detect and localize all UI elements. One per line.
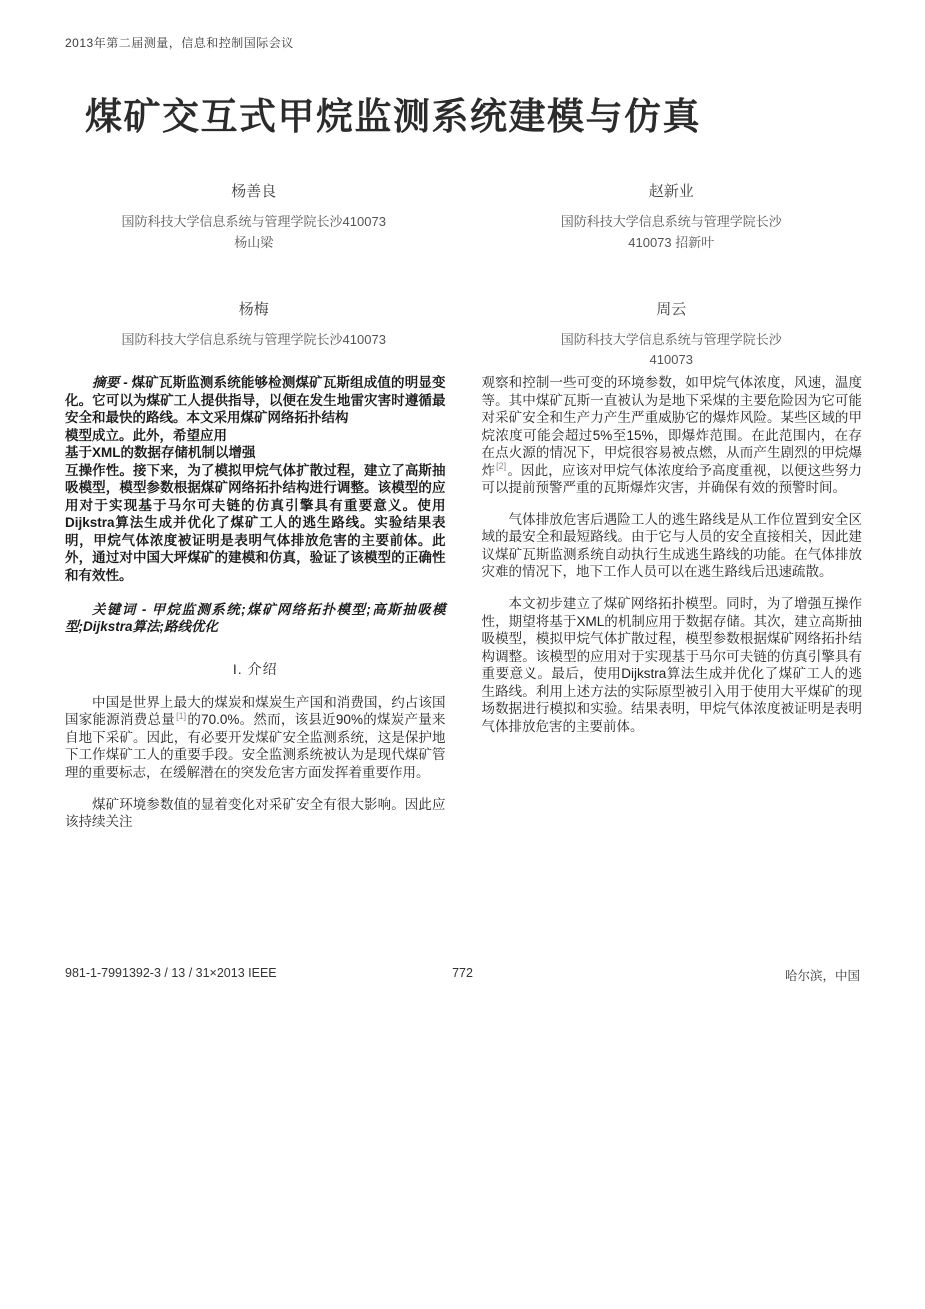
body-paragraph-2: 气体排放危害后遇险工人的逃生路线是从工作位置到安全区域的最安全和最短路线。由于它与人员的安全直接相关，因此建议煤矿瓦斯监测系统自动执行生成逃生路线的功能。在气体排放灾难的情况下，地下工作人员可以在逃生路线后迅速疏散。 [481, 511, 862, 580]
intro-paragraph-2: 煤矿环境参数值的显着变化对采矿安全有很大影响。因此应该持续关注 [65, 796, 446, 830]
abstract [65, 374, 446, 585]
paragraph-text: 观察和控制一些可变的环境参数，如甲烷气体浓度，风速，温度等。其中煤矿瓦斯一直被认为是地下采煤的主要危险因为它可能对采矿安全和生产力产生严重威胁它的爆炸风险。某些区域的甲烷浓度可能会超过5%至15%，即爆炸范围。在此范围内，在存在点火源的情况下，甲烷很容易被点燃，从而产生剧烈的甲烷爆炸 [481, 375, 862, 478]
abstract-label: 摘要 - [92, 375, 132, 390]
author-name: 赵新业 [648, 183, 694, 200]
body-columns [65, 374, 862, 845]
author-affiliation: 国防科技大学信息系统与管理学院长沙410073 [121, 214, 386, 229]
keywords: 关键词 - 甲烷监测系统;煤矿网络拓扑模型;高斯抽吸模型;Dijkstra算法;路线优化 [65, 601, 446, 635]
conference-header: 2013年第二届测量，信息和控制国际会议 [65, 36, 294, 50]
abstract-first-block [65, 374, 446, 427]
author-block-4 [483, 298, 861, 372]
abstract-short-line-2: 基于XML的数据存储机制以增强 [65, 445, 256, 461]
author-block-1 [65, 180, 443, 254]
author-block-2 [483, 180, 861, 254]
footer-location: 哈尔滨，中国 [784, 969, 860, 983]
citation-ref-2: [2] [496, 461, 507, 472]
author-affiliation-extra: 杨山梁 [234, 234, 274, 250]
body-paragraph-3: 本文初步建立了煤矿网络拓扑模型。同时，为了增强互操作性，期望将基于XML的机制应用于数据存储。其次，建立高斯抽吸模型，模拟甲烷气体扩散过程，模型参数根据煤矿网络拓扑结构调整。该模型的应用对于实现基于马尔可夫链的仿真引擎具有重要意义。最后，使用Dijkstra算法生成并优化了煤矿工人的逃生路线。利用上述方法的实际原型被引入用于使用大平煤矿的现场数据进行模拟和实验。结果表明，甲烷气体浓度被证明是表明气体排放危害的主要前体。 [481, 596, 862, 734]
author-name: 杨梅 [238, 300, 269, 318]
paragraph-text: 中国是世界上最大的煤炭和煤炭生产国和消费国，约占该国国家能源消费总量 [65, 694, 446, 728]
footer-copyright: 981-1-7991392-3 / 13 / 31×2013 IEEE [65, 966, 277, 980]
paragraph-text: 。因此，应该对甲烷气体浓度给予高度重视，以便这些努力可以提前预警严重的瓦斯爆炸灾害，并确保有效的预警时间。 [481, 462, 863, 496]
page-number: 772 [452, 966, 473, 980]
paper-title: 煤矿交互式甲烷监测系统建模与仿真 [85, 96, 701, 137]
author-affiliation: 国防科技大学信息系统与管理学院长沙 [560, 331, 782, 347]
left-column [65, 374, 446, 845]
author-affiliation: 国防科技大学信息系统与管理学院长沙410073 [121, 331, 386, 347]
right-column [482, 374, 863, 845]
body-paragraph-1 [482, 374, 863, 497]
abstract-short-line-1: 模型成立。此外，希望应用 [65, 427, 227, 443]
author-affiliation-extra: 410073 [649, 352, 693, 368]
abstract-text: 煤矿瓦斯监测系统能够检测煤矿瓦斯组成值的明显变化。它可以为煤矿工人提供指导，以便在发生地雷灾害时遵循最安全和最快的路线。本文采用煤矿网络拓扑结构 [65, 375, 446, 426]
author-affiliation-extra: 410073 招新叶 [628, 234, 715, 250]
citation-ref-1: [1] [176, 710, 187, 721]
intro-paragraph-1 [65, 694, 446, 782]
authors-section [65, 180, 860, 371]
author-name: 周云 [656, 300, 687, 318]
author-block-3 [65, 298, 443, 372]
author-affiliation: 国防科技大学信息系统与管理学院长沙 [560, 214, 782, 229]
abstract-continuation: 互操作性。接下来，为了模拟甲烷气体扩散过程，建立了高斯抽吸模型，模型参数根据煤矿网络拓扑结构进行调整。该模型的应用对于实现基于马尔可夫链的仿真引擎具有重要意义。使用Dijkstra算法生成并优化了煤矿工人的逃生路线。实验结果表明，甲烷气体浓度被证明是表明气体排放危害的主要前体。此外，通过对中国大坪煤矿的建模和仿真，验证了该模型的正确性和有效性。 [65, 462, 446, 584]
footer [0, 966, 925, 986]
paragraph-text: 的70.0%。然而，该县近90%的煤炭产量来自地下采矿。因此，有必要开发煤矿安全监测系统，这是保护地下工作煤矿工人的重要手段。安全监测系统被认为是现代煤矿管理的重要标志，在缓解潜在的突发危害方面发挥着重要作用。 [65, 712, 446, 781]
section-heading-introduction: I. 介绍 [232, 660, 278, 677]
author-name: 杨善良 [231, 183, 277, 200]
